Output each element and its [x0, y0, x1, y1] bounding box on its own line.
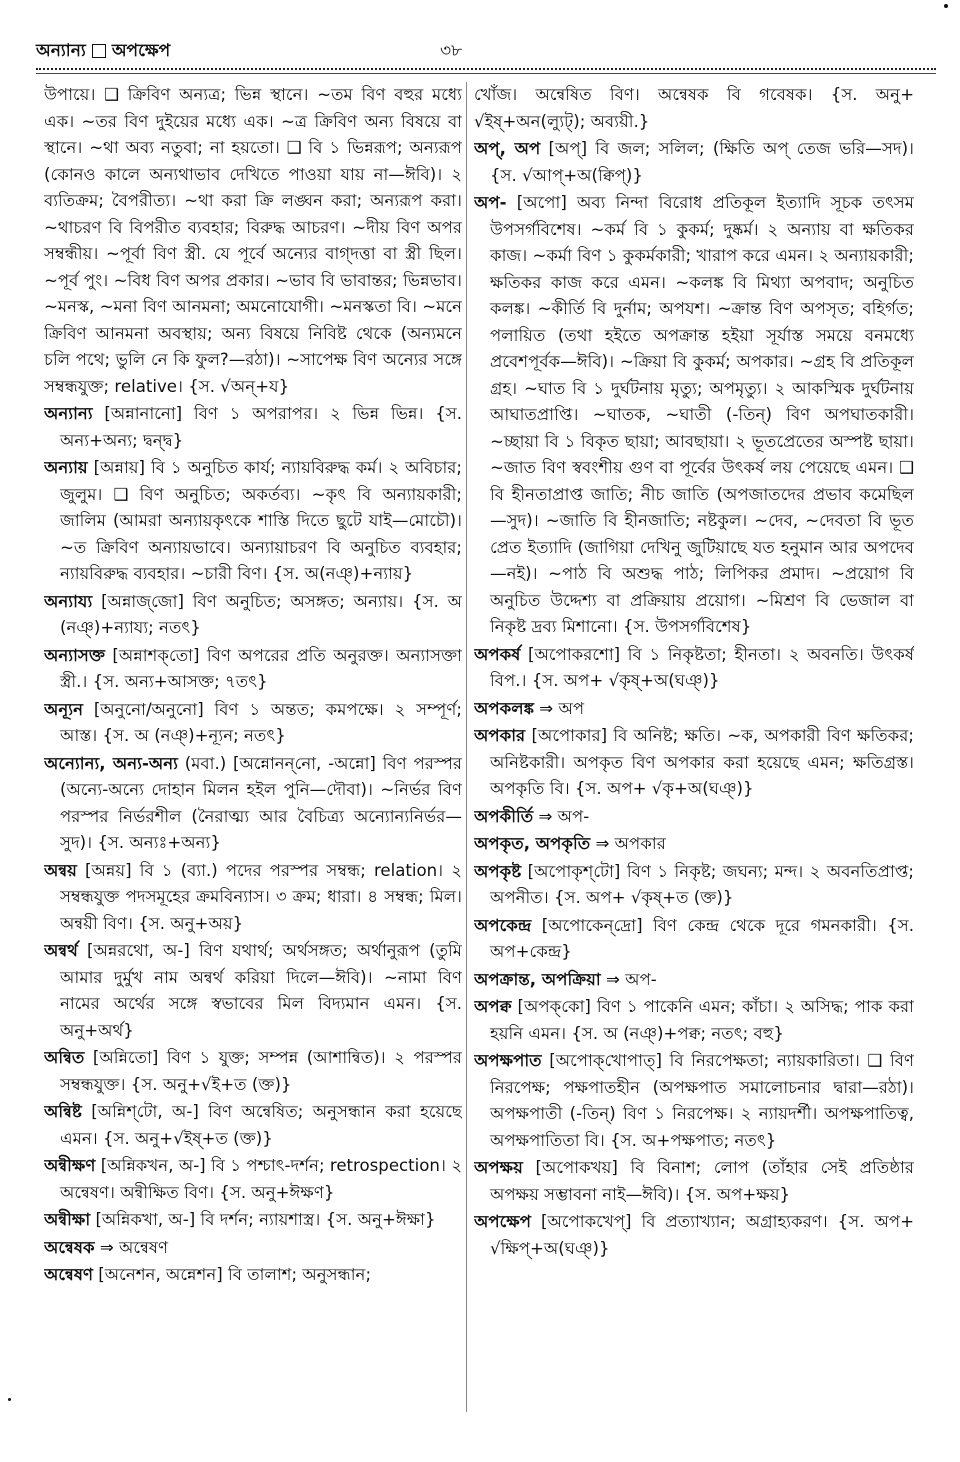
right-column	[474, 82, 914, 1412]
entry-text: [অন্নয়] বি ১ (ব্যা.) পদের পরস্পর সম্বন্ধ; relation। ২ সম্বন্ধযুক্ত পদসমূহের ক্রমবিন্যাস। ৩ ক্রম; ধারা। ৪ সম্বন্ধ; মিল। অন্বয়ী বিণ। {স. অনু+অয়}	[60, 860, 462, 933]
entry-text: (মবা.) [অন্নোনন্‌নো, -অন্নো] বিণ পরস্পর (অন্যে-অন্যে দোহান মিলন হইল পুনি—দৌবা)। ~নির্ভর বিণ পরস্পর নির্ভরশীল (নৈরাত্ম্য আর বৈচিত্র্য অন্যোন্যনির্ভর—সুদ)। {স. অন্যঃ+অন্য}	[60, 753, 462, 852]
entry-text: [অন্নায়] বি ১ অনুচিত কার্য; ন্যায়বিরুদ্ধ কর্ম। ২ অবিচার; জুলুম। ❑ বিণ অনুচিত; অকর্তব্য। ~কৃৎ বি অন্যায়কারী; জালিম (আমরা অন্যায়কৃৎকে শাস্তি দিতে ছুটে যাই—মোচৌ)। ~ত ক্রিবিণ অন্যায়ভাবে। অন্যায়াচরণ বি অনুচিত ব্যবহার; ন্যায়বিরুদ্ধ ব্যবহার। ~চারী বিণ। {স. অ(নঞ্)+ন্যায়}	[60, 458, 462, 583]
corner-mark	[944, 4, 948, 8]
entry-text: [অপ্] বি জল; সলিল; (ক্ষিতি অপ্ তেজ ভরি—সদ)। {স. √আপ্+অ(ক্বিপ্)}	[490, 139, 914, 185]
headword: অপকর্ষ	[474, 644, 521, 664]
dictionary-entry	[474, 967, 914, 994]
headword: অপকেন্দ্র	[474, 915, 532, 935]
dictionary-entry	[44, 455, 462, 588]
headword: অপক্ষয়	[474, 1158, 523, 1177]
headword: অপ-	[474, 193, 507, 212]
headword: অন্বেষক	[44, 1237, 95, 1257]
headword: অন্বয়	[44, 860, 77, 880]
dictionary-entry	[474, 642, 914, 695]
entry-text: [অনেশন, অন্নেশন] বি তালাশ; অনুসন্ধান;	[93, 1265, 372, 1284]
dictionary-entry	[44, 643, 462, 696]
entry-text: [অন্নিকখা, অ-] বি দর্শন; ন্যায়শাস্ত্র। {স. অনু+ঈক্ষা}	[90, 1210, 436, 1229]
dictionary-entry	[44, 401, 462, 454]
headword: অন্যোন্য, অন্য-অন্য	[44, 753, 178, 773]
left-column	[44, 82, 462, 1412]
dictionary-entry	[474, 136, 914, 189]
headword: অন্বীক্ষা	[44, 1210, 91, 1229]
dictionary-entry	[474, 804, 914, 831]
margin-mark	[8, 1398, 11, 1401]
dictionary-entry	[44, 1099, 462, 1152]
entry-text: [অপোকৃশ্‌টো] বিণ ১ নিকৃষ্ট; জঘন্য; মন্দ। ২ অবনতিপ্রাপ্ত; অপনীত। {স. অপ+ √কৃষ্+ত (ক্ত)}	[490, 861, 914, 907]
headword: অন্বেষণ	[44, 1265, 94, 1284]
headword: অপকৃত, অপকৃতি	[474, 834, 591, 853]
headword: অন্বিত	[44, 1048, 85, 1067]
headword: অপক্ষেপ	[474, 1212, 532, 1231]
entry-text: ⇒ অপ-	[600, 969, 657, 989]
entry-text: [অপোকখেপ্] বি প্রত্যাখ্যান; অগ্রাহ্যকরণ। {স. অপ+ √ক্ষিপ্+অ(ঘঞ্)}	[490, 1212, 914, 1258]
header-guide-words	[36, 38, 170, 66]
headword: অপকৃষ্ট	[474, 861, 522, 881]
dictionary-entry	[44, 1045, 462, 1098]
column-divider	[466, 82, 467, 1412]
headword: অন্বিষ্ট	[44, 1102, 82, 1121]
headword: অন্যান্য	[44, 404, 93, 423]
headword: অপক্ষপাত	[474, 1051, 542, 1070]
dictionary-entry	[44, 1262, 462, 1289]
header-last-word: অপক্ষেপ	[111, 41, 171, 61]
entry-text: [অন্নাশক্‌তো] বিণ অপরের প্রতি অনুরক্ত। অন্যাসক্তা স্ত্রী.। {স. অন্য+আসক্ত; ৭তৎ}	[60, 645, 462, 691]
entry-text: [অপোকখয়] বি বিনাশ; লোপ (তাঁহার সেই প্রতিষ্ঠার অপক্ষয় সম্ভাবনা নাই—ঈবি)। {স. অপ+ক্ষয়}	[490, 1158, 914, 1204]
entry-continuation	[44, 82, 462, 400]
dictionary-entry	[474, 913, 914, 966]
entry-text: [অন্নরথো, অ-] বিণ যথার্থ; অর্থসঙ্গত; অর্থানুরূপ (তুমি আমার দুর্মুখ নাম অন্বর্থ করিয়া দিলে—ঈবি)। ~নামা বিণ নামের অর্থের সঙ্গে স্বভাবের মিল বিদ্যমান এমন। {স. অনু+অর্থ}	[60, 941, 462, 1040]
dictionary-entry	[44, 589, 462, 642]
entry-text: ⇒ অপ	[534, 698, 585, 718]
entry-text: [অপোকেন্‌দ্রো] বিণ কেন্দ্র থেকে দূরে গমনকারী। {স. অপ+কেন্দ্র}	[490, 915, 914, 961]
dictionary-entry	[44, 1235, 462, 1262]
dictionary-entry	[44, 938, 462, 1044]
headword: অপকার	[474, 726, 526, 745]
header-separator-box	[92, 44, 106, 58]
dictionary-entry	[474, 723, 914, 803]
headword: অপকলঙ্ক	[474, 698, 534, 718]
entry-text: [অন্নিকখন, অ-] বি ১ পশ্চাৎ-দর্শন; retrospection। ২ অন্বেষণ। অন্বীক্ষিত বিণ। {স. অনু+ঈক্ষণ}	[60, 1156, 462, 1202]
headword: অন্যাসক্ত	[44, 645, 105, 665]
entry-text: [অপোক্‌খোপাত্] বি নিরপেক্ষতা; ন্যায়কারিতা। ❑ বিণ নিরপেক্ষ; পক্ষপাতহীন (অপক্ষপাত সমালোচনার দ্বারা—রঠা)। অপক্ষপাতী (-তিন্) বিণ ১ নিরপেক্ষ। ২ ন্যায়দর্শী। অপক্ষপাতিত্ব, অপক্ষপাতিতা বি। {স. অ+পক্ষপাত; নতৎ}	[490, 1051, 914, 1150]
entry-text: [অন্নিতো] বিণ ১ যুক্ত; সম্পন্ন (আশান্বিত)। ২ পরস্পর সম্বন্ধযুক্ত। {স. অনু+√ই+ত (ক্ত)}	[60, 1048, 462, 1094]
headword: অপক্রান্ত, অপক্রিয়া	[474, 969, 601, 989]
headword: অন্বর্থ	[44, 941, 78, 960]
dictionary-entry	[44, 751, 462, 857]
headword: অন্যূন	[44, 699, 83, 719]
dictionary-entry	[474, 831, 914, 858]
headword: অন্যায্য	[44, 591, 93, 611]
headword: অপক্ব	[474, 997, 512, 1016]
entry-text: [অপোকার] বি অনিষ্ট; ক্ষতি। ~ক, অপকারী বিণ ক্ষতিকর; অনিষ্টকারী। অপকৃত বিণ অপকার করা হয়েছে এমন; ক্ষতিগ্রস্ত। অপকৃতি বি। {স. অপ+ √কৃ+অ(ঘঞ্)}	[490, 726, 914, 798]
page-number: ৩৮	[440, 41, 463, 61]
dictionary-entry	[44, 1207, 462, 1234]
page-header	[36, 34, 936, 66]
dictionary-entry	[474, 1048, 914, 1154]
headword: অপকীর্তি	[474, 806, 534, 826]
headword: অন্যায়	[44, 458, 88, 477]
dictionary-entry	[44, 1153, 462, 1206]
headword: অপ্‌, অপ	[474, 139, 541, 158]
dictionary-entry	[474, 1209, 914, 1262]
dictionary-entry	[44, 697, 462, 750]
entry-text: [অন্নিশ্‌টো, অ-] বিণ অন্বেষিত; অনুসন্ধান করা হয়েছে এমন। {স. অনু+√ইষ্+ত (ক্ত)}	[60, 1102, 462, 1148]
dictionary-entry	[474, 190, 914, 641]
dictionary-entry	[474, 994, 914, 1047]
entry-text: খোঁজ। অন্বেষিত বিণ। অন্বেষক বি গবেষক। {স. অনু+ √ইষ্+অন(ল্যুট্); অব্যয়ী.}	[474, 85, 914, 131]
entry-text: উপায়ে। ❑ ক্রিবিণ অন্যত্র; ভিন্ন স্থানে। ~তম বিণ বহুর মধ্যে এক। ~তর বিণ দুইয়ের মধ্যে এক। ~ত্র ক্রিবিণ অন্য বিষয়ে বা স্থানে। ~থা অব্য নতুবা; না হয়তো। ❑ বি ১ ভিন্নরূপ; অন্যরূপ (কোনও কালে অন্যথাভাব দেখিতে পাওয়া যায় না—ঈবি)। ২ ব্যতিক্রম; বৈপরীত্য। ~থা করা ক্রি লঙ্ঘন করা; অন্যরূপ করা। ~থাচরণ বি বিপরীত ব্যবহার; বিরুদ্ধ আচরণ। ~দীয় বিণ অপর সম্বন্ধীয়। ~পূর্বা বিণ স্ত্রী. যে পূর্বে অন্যের বাগ্‌দত্তা বা স্ত্রী ছিল। ~পূর্ব পুং। ~বিধ বিণ অপর প্রকার। ~ভাব বি ভাবান্তর; ভিন্নভাব। ~মনস্ক, ~মনা বিণ আনমনা; অমনোযোগী। ~মনস্কতা বি। ~মনে ক্রিবিণ আনমনা অবস্থায়; অন্য বিষয়ে নিবিষ্ট থেকে (অন্যমনে চলি পথে; ভুলি নে কি ফুল?—রঠা)। ~সাপেক্ষ বিণ অন্যের সঙ্গে সম্বন্ধযুক্ত; relative। {স. √অন্+য}	[44, 85, 462, 396]
dictionary-entry	[474, 859, 914, 912]
entry-text: ⇒ অন্বেষণ	[94, 1237, 169, 1257]
entry-text: ⇒ অপ-	[533, 806, 590, 826]
dictionary-entry	[474, 696, 914, 723]
entry-text: [অন্নানানো] বিণ ১ অপরাপর। ২ ভিন্ন ভিন্ন। {স. অন্য+অন্য; দ্বন্দ্ব}	[60, 404, 462, 450]
entry-text: ⇒ অপকার	[590, 834, 666, 853]
header-rule	[36, 68, 936, 74]
dictionary-entry	[474, 1155, 914, 1208]
header-first-word: অন্যান্য	[36, 41, 86, 61]
headword: অন্বীক্ষণ	[44, 1156, 96, 1175]
entry-text: [অপক্‌কো] বিণ ১ পাকেনি এমন; কাঁচা। ২ অসিদ্ধ; পাক করা হয়নি এমন। {স. অ (নঞ্)+পক্ব; নতৎ; বহু}	[490, 997, 914, 1043]
entry-text: [অনুনো/অনুনো] বিণ ১ অন্তত; কমপক্ষে। ২ সম্পূর্ণ; আস্ত। {স. অ (নঞ্)+ন্যূন; নতৎ}	[60, 699, 462, 745]
dictionary-entry	[44, 858, 462, 938]
entry-text: [অপো] অব্য নিন্দা বিরোধ প্রতিকূল ইত্যাদি সূচক তৎসম উপসর্গবিশেষ। ~কর্ম বি ১ কুকর্ম; দুষ্কর্ম। ২ অন্যায় বা ক্ষতিকর কাজ। ~কর্মা বিণ ১ কুকর্মকারী; খারাপ করে এমন। ২ অন্যায়কারী; ক্ষতিকর কাজ করে এমন। ~কলঙ্ক বি মিথ্যা অপবাদ; অনুচিত কলঙ্ক। ~কীর্তি বি দুর্নাম; অপযশ। ~ক্রান্ত বিণ অপসৃত; বহির্গত; পলায়িত (তথা হইতে অপক্রান্ত হইয়া সূর্যাস্ত সময়ে বনমধ্যে প্রবেশপূর্বক—ঈবি)। ~ক্রিয়া বি কুকর্ম; অপকার। ~গ্রহ বি প্রতিকূল গ্রহ। ~ঘাত বি ১ দুর্ঘটনায় মৃত্যু; অপমৃত্যু। ২ আকস্মিক দুর্ঘটনায় আঘাতপ্রাপ্তি। ~ঘাতক, ~ঘাতী (-তিন্) বিণ অপঘাতকারী। ~চ্ছায়া বি ১ বিকৃত ছায়া; আবছায়া। ২ ভূতপ্রেতের অস্পষ্ট ছায়া। ~জাত বিণ স্ববংশীয় গুণ বা পূর্বের উৎকর্ষ লয় পেয়েছে এমন। ❑ বি হীনতাপ্রাপ্ত জাতি; নীচ জাতি (অপজাতদের প্রভাব কমেছিল—সুদ)। ~জাতি বি হীনজাতি; নষ্টকুল। ~দেব, ~দেবতা বি ভূত প্রেত ইত্যাদি (জাগিয়া দেখিনু জুটিয়াছে যত হনুমান আর অপদেব—নই)। ~পাঠ বি অশুদ্ধ পাঠ; লিপিকর প্রমাদ। ~প্রয়োগ বি অনুচিত উদ্দেশ্য বা প্রক্রিয়ায় প্রয়োগ। ~মিশ্রণ বি ভেজাল বা নিকৃষ্ট দ্রব্য মিশানো। {স. উপসর্গবিশেষ}	[490, 193, 914, 636]
entry-continuation	[474, 82, 914, 135]
entry-text: [অন্নাজ্‌জো] বিণ অনুচিত; অসঙ্গত; অন্যায়। {স. অ (নঞ্)+ন্যায্য; নতৎ}	[60, 591, 462, 637]
entry-text: [অপোকরশো] বি ১ নিকৃষ্টতা; হীনতা। ২ অবনতি। উৎকর্ষ বিপ.। {স. অপ+ √কৃষ্+অ(ঘঞ্)}	[490, 644, 914, 690]
